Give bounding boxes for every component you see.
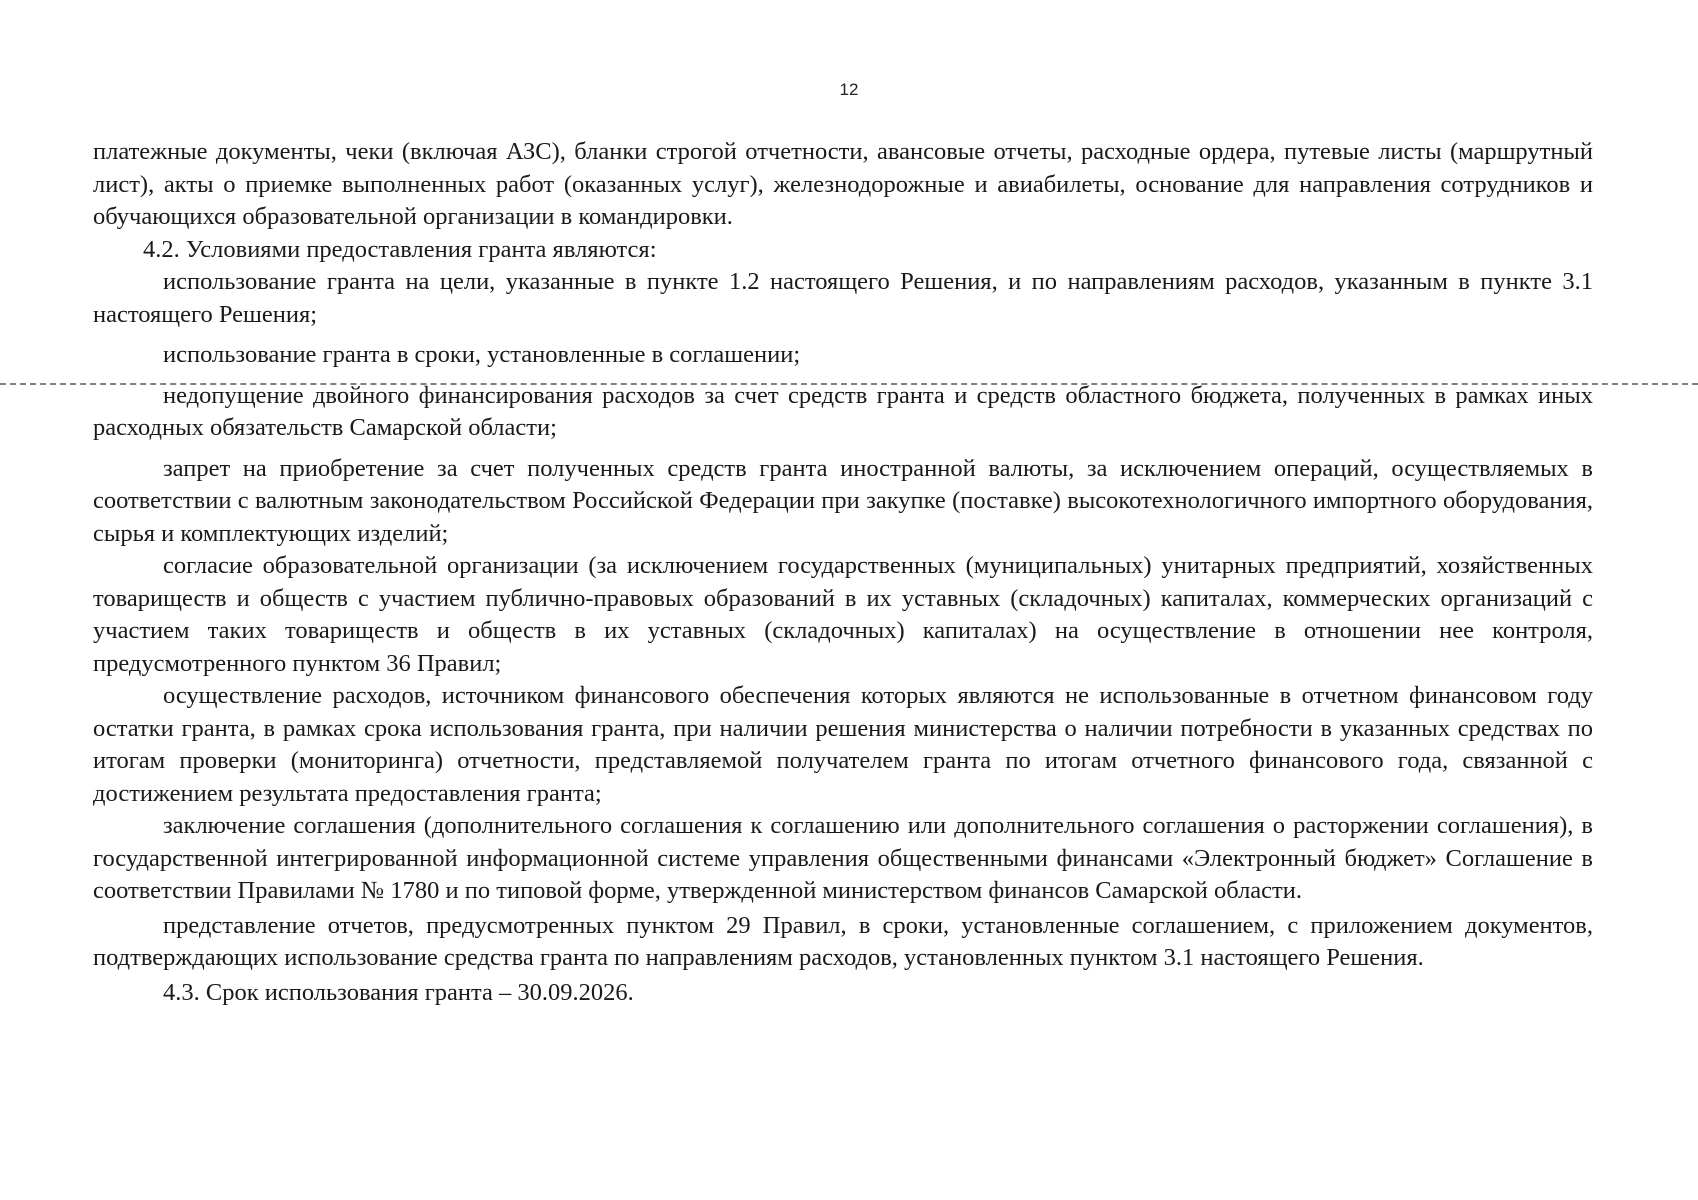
paragraph-condition-remainder: осуществление расходов, источником финансового обеспечения которых являются не использованные в отчетном финансовом году остатки гранта, в рамках срока использования гранта, при наличии решения министерства о наличии потребности в указанных средствах по итогам проверки (мониторинга) отчетности, представляемой получателем гранта по итогам отчетного финансового года, связанной с достижением результата предоставления гранта; — [93, 682, 1593, 807]
paragraph-condition-purpose: использование гранта на цели, указанные в пункте 1.2 настоящего Решения, и по направлениям расходов, указанным в пункте 3.1 настоящего Решения; — [93, 268, 1593, 328]
paragraph-condition-reports: представление отчетов, предусмотренных пунктом 29 Правил, в сроки, установленные соглашением, с приложением документов, подтверждающих использование средства гранта по направлениям расходов, установленных пунктом 3.1 настоящего Решения. — [93, 911, 1593, 971]
paragraph-condition-consent: согласие образовательной организации (за исключением государственных (муниципальных) унитарных предприятий, хозяйственных товариществ и обществ с участием публично-правовых образований в их уставных (складочных) капиталах, коммерческих организаций с участием таких товариществ и обществ в их уставных (складочных) капиталах) на осуществление в отношении нее контроля, предусмотренного пунктом 36 Правил; — [93, 552, 1593, 677]
paragraph-condition-deadlines: использование гранта в сроки, установленные в соглашении; — [163, 341, 801, 368]
paragraph-condition-agreement: заключение соглашения (дополнительного соглашения к соглашению или дополнительного соглашения о расторжении соглашения), в государственной интегрированной информационной системе управления общественными финансами «Электронный бюджет» Соглашение в соответствии Правилами № 1780 и по типовой форме, утвержденной министерством финансов Самарской области. — [93, 812, 1593, 904]
paragraph-condition-currency: запрет на приобретение за счет полученных средств гранта иностранной валюты, за исключением операций, осуществляемых в соответствии с валютным законодательством Российской Федерации при закупке (поставке) высокотехнологичного импортного оборудования, сырья и комплектующих изделий; — [93, 454, 1593, 547]
paragraph-section-4-2-heading: 4.2. Условиями предоставления гранта являются: — [143, 235, 657, 263]
page-number: 12 — [839, 80, 859, 99]
paragraph-section-4-3: 4.3. Срок использования гранта – 30.09.2026. — [163, 978, 634, 1006]
paragraph-condition-double-financing: недопущение двойного финансирования расходов за счет средств гранта и средств областного бюджета, полученных в рамках иных расходных обязательств Самарской области; — [93, 381, 1593, 441]
document-body — [93, 136, 1593, 1009]
paragraph-documents-list: платежные документы, чеки (включая АЗС), бланки строгой отчетности, авансовые отчеты, расходные ордера, путевые листы (маршрутный лист), акты о приемке выполненных работ (оказанных услуг), железнодорожные и авиабилеты, основание для направления сотрудников и обучающихся образовательной организации в командировки. — [93, 138, 1593, 230]
